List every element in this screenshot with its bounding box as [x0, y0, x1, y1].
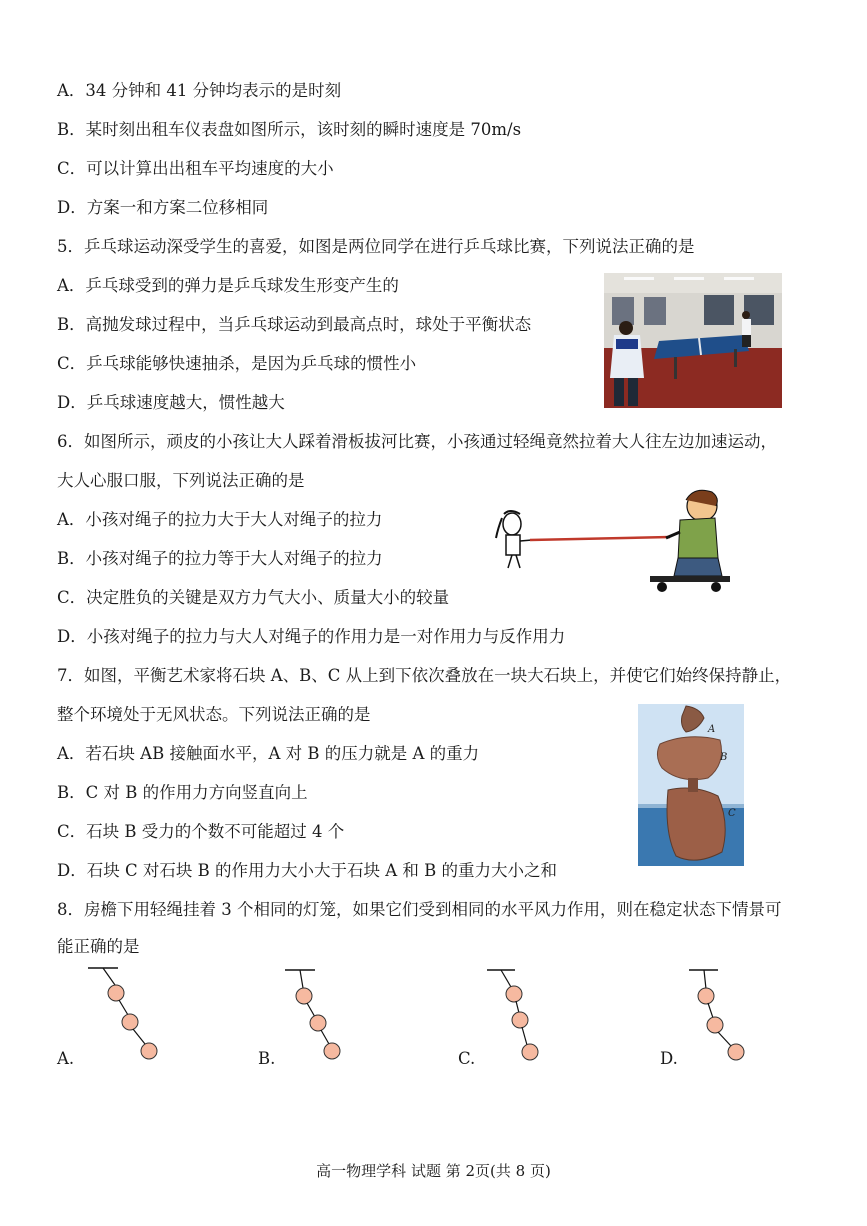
- lantern-options-figure: [55, 965, 835, 1075]
- q4-option-a: A．34 分钟和 41 分钟均表示的是时刻: [57, 81, 342, 100]
- q5-option-d: D．乒乓球速度越大，惯性越大: [57, 393, 285, 412]
- q4-option-d: D．方案一和方案二位移相同: [57, 198, 269, 217]
- lantern-option-b: [285, 970, 340, 1059]
- q6-option-d: D．小孩对绳子的拉力与大人对绳子的作用力是一对作用力与反作用力: [57, 627, 566, 646]
- q5-stem: 5．乒乓球运动深受学生的喜爱，如图是两位同学在进行乒乓球比赛，下列说法正确的是: [57, 237, 695, 256]
- q7-option-d: D．石块 C 对石块 B 的作用力大小大于石块 A 和 B 的重力大小之和: [57, 861, 557, 880]
- q7-option-b: B．C 对 B 的作用力方向竖直向上: [57, 783, 308, 802]
- q7-option-a: A．若石块 AB 接触面水平，A 对 B 的压力就是 A 的重力: [57, 744, 480, 763]
- q6-stem-line2: 大人心服口服，下列说法正确的是: [57, 471, 305, 490]
- lantern-option-a: [88, 968, 157, 1059]
- q5-option-c: C．乒乓球能够快速抽杀，是因为乒乓球的惯性小: [57, 354, 417, 373]
- stone-label-c: C: [728, 808, 736, 819]
- q8-option-label-a: A.: [57, 1049, 75, 1068]
- q6-stem-line1: 6．如图所示，顽皮的小孩让大人踩着滑板拔河比赛，小孩通过轻绳竟然拉着大人往左边加速运动，: [57, 432, 777, 451]
- q4-option-c: C．可以计算出出租车平均速度的大小: [57, 159, 334, 178]
- tug-of-war-illustration: [490, 488, 730, 600]
- stone-label-a: A: [708, 724, 716, 735]
- lantern-option-d: [689, 970, 744, 1060]
- q4-option-b: B．某时刻出租车仪表盘如图所示，该时刻的瞬时速度是 70m/s: [57, 120, 522, 139]
- q8-option-label-c: C.: [458, 1049, 476, 1068]
- q7-option-c: C．石块 B 受力的个数不可能超过 4 个: [57, 822, 345, 841]
- lantern-option-c: [487, 970, 538, 1060]
- stone-label-b: B: [720, 752, 728, 763]
- q8-stem-line2: 能正确的是: [57, 937, 140, 956]
- q6-option-b: B．小孩对绳子的拉力等于大人对绳子的拉力: [57, 549, 383, 568]
- q8-option-label-b: B.: [258, 1049, 276, 1068]
- page-footer: 高一物理学科 试题 第 2页(共 8 页): [316, 1162, 551, 1180]
- q7-stem-line2: 整个环境处于无风状态。下列说法正确的是: [57, 705, 371, 724]
- q6-option-c: C．决定胜负的关键是双方力气大小、质量大小的较量: [57, 588, 450, 607]
- q8-option-label-d: D.: [660, 1049, 678, 1068]
- q8-stem-line1: 8．房檐下用轻绳挂着 3 个相同的灯笼，如果它们受到相同的水平风力作用，则在稳定状态下情景可: [57, 900, 782, 919]
- ping-pong-photo: [604, 273, 782, 408]
- q7-stem-line1: 7．如图，平衡艺术家将石块 A、B、C 从上到下依次叠放在一块大石块上，并使它们始终保持静止，: [57, 666, 792, 685]
- balanced-stones-photo: [638, 704, 744, 866]
- q5-option-b: B．高抛发球过程中，当乒乓球运动到最高点时，球处于平衡状态: [57, 315, 532, 334]
- q6-option-a: A．小孩对绳子的拉力大于大人对绳子的拉力: [57, 510, 383, 529]
- q5-option-a: A．乒乓球受到的弹力是乒乓球发生形变产生的: [57, 276, 399, 295]
